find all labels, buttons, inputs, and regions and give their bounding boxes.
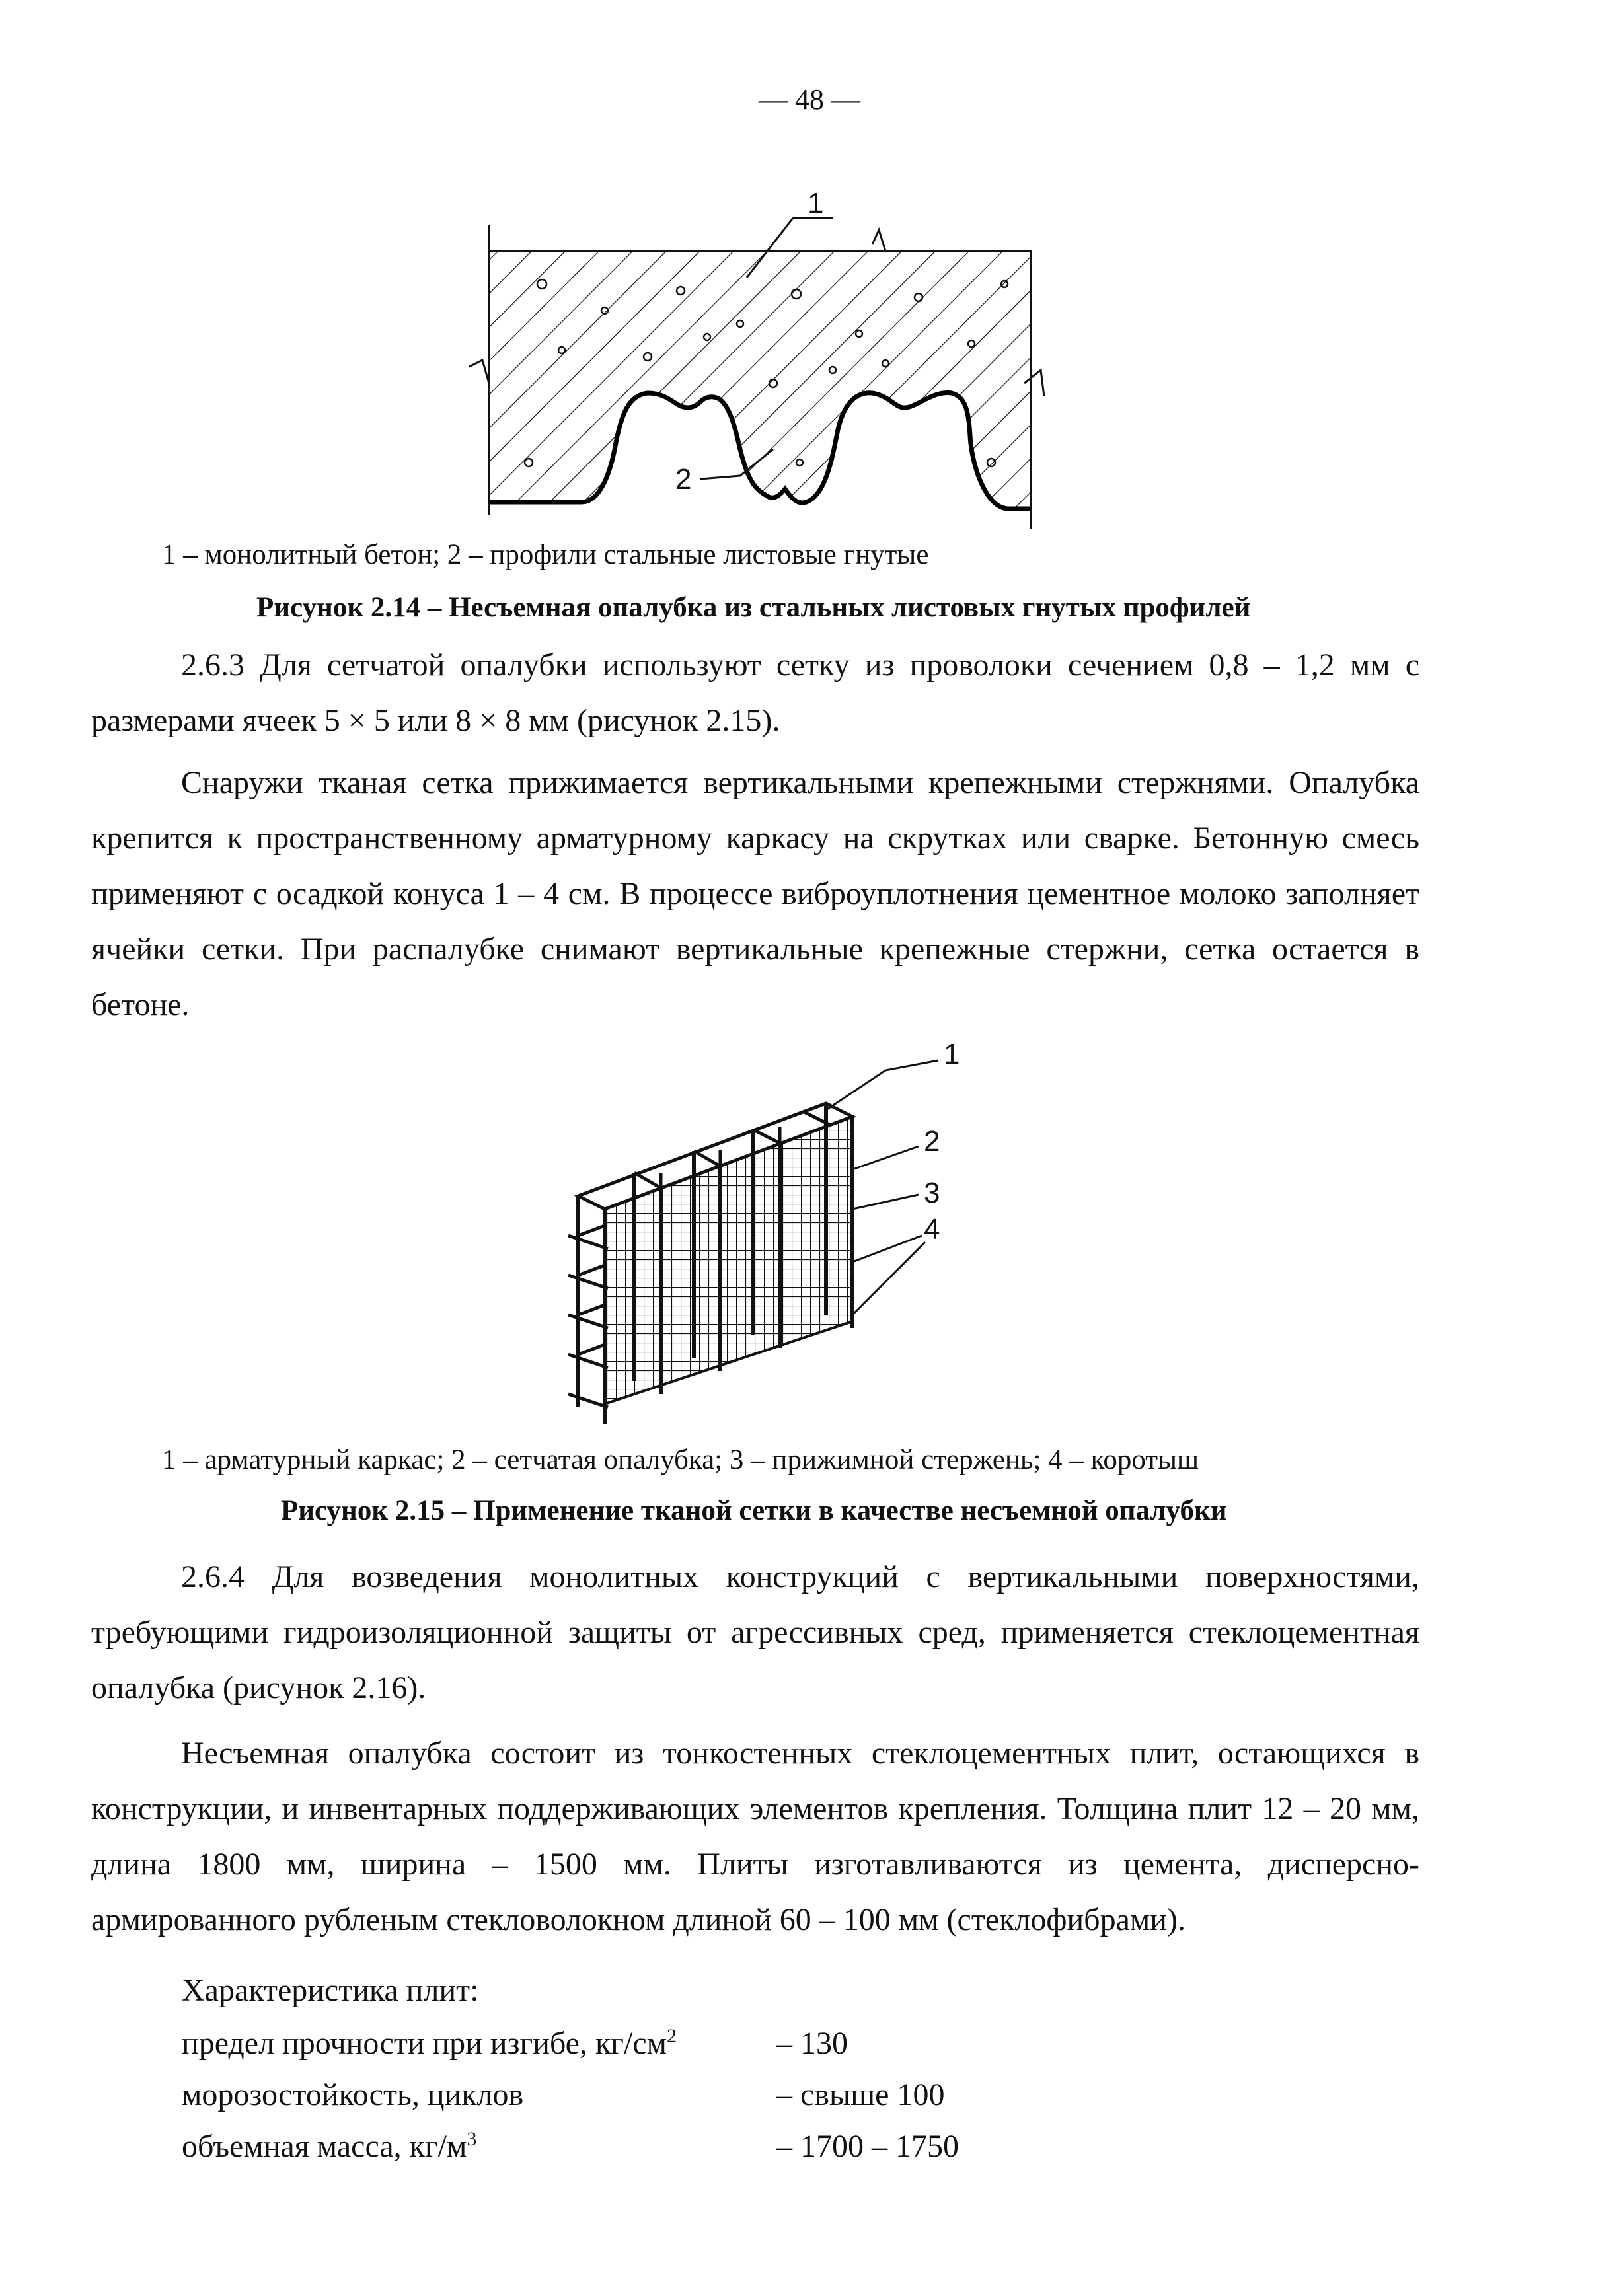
page-number: — 48 — xyxy=(759,83,860,116)
spec-sup: 2 xyxy=(667,2025,677,2047)
spec-row-strength xyxy=(182,2025,848,2061)
figure-2-14-title: Рисунок 2.14 – Несъемная опалубка из стальных листовых гнутых профилей xyxy=(256,592,1251,623)
paragraph-2-6-4: 2.6.4 Для возведения монолитных конструкций с вертикальными поверхностями, требующими гидроизоляционной защиты от агрессивных сред, применяется стеклоцементная опалубка (рисунок 2.16). xyxy=(91,1559,1419,1705)
figure-2-15-title: Рисунок 2.15 – Применение тканой сетки в качестве несъемной опалубки xyxy=(281,1495,1227,1526)
figure-2-15-legend: 1 – арматурный каркас; 2 – сетчатая опалубка; 3 – прижимной стержень; 4 – коротыш xyxy=(162,1444,1199,1475)
figure-2-15-callout-4: 4 xyxy=(924,1213,940,1245)
figure-2-15-drawing xyxy=(542,1037,1004,1434)
spec-label: предел прочности при изгибе, кг/см xyxy=(182,2026,667,2061)
specs-heading: Характеристика плит: xyxy=(182,1973,479,2008)
paragraph-plates: Несъемная опалубка состоит из тонкостенных стеклоцементных плит, остающихся в конструкции, и инвентарных поддерживающих элементов крепления. Толщина плит 12 – 20 мм, длина 1800 мм, ширина – 1500 мм. Плиты изготавливаются из цемента, дисперсно-армированного рубленым стекловолокном длиной 60 – 100 мм (стеклофибрами). xyxy=(91,1736,1419,1937)
figure-2-14-drawing xyxy=(463,185,1057,542)
spec-value: – 1700 – 1750 xyxy=(776,2129,959,2164)
spec-label: объемная масса, кг/м xyxy=(182,2129,467,2164)
figure-2-14-callout-2: 2 xyxy=(675,463,692,496)
figure-2-15-callout-3: 3 xyxy=(924,1177,940,1209)
spec-sup: 3 xyxy=(467,2128,477,2150)
spec-row-frost xyxy=(182,2077,945,2113)
figure-2-14-legend: 1 – монолитный бетон; 2 – профили стальные листовые гнутые xyxy=(162,539,929,570)
figure-2-15-callout-2: 2 xyxy=(924,1125,940,1158)
figure-2-14-callout-1: 1 xyxy=(808,187,824,219)
spec-value: – 130 xyxy=(776,2026,848,2061)
figure-2-15-callout-1: 1 xyxy=(944,1038,960,1070)
paragraph-mesh-description: Снаружи тканая сетка прижимается вертикальными крепежными стержнями. Опалубка крепится к пространственному арматурному каркасу на скрутках или сварке. Бетонную смесь применяют с осадкой конуса 1 – 4 см. В процессе виброуплотнения цементное молоко заполняет ячейки сетки. При распалубке снимают вертикальные крепежные стержни, сетка остается в бетоне. xyxy=(91,765,1419,1022)
spec-label: морозостойкость, циклов xyxy=(182,2077,524,2112)
paragraph-2-6-3: 2.6.3 Для сетчатой опалубки используют сетку из проволоки сечением 0,8 – 1,2 мм с размерами ячеек 5 × 5 или 8 × 8 мм (рисунок 2.15). xyxy=(91,648,1419,738)
spec-row-density xyxy=(182,2128,959,2165)
spec-value: – свыше 100 xyxy=(776,2077,945,2112)
